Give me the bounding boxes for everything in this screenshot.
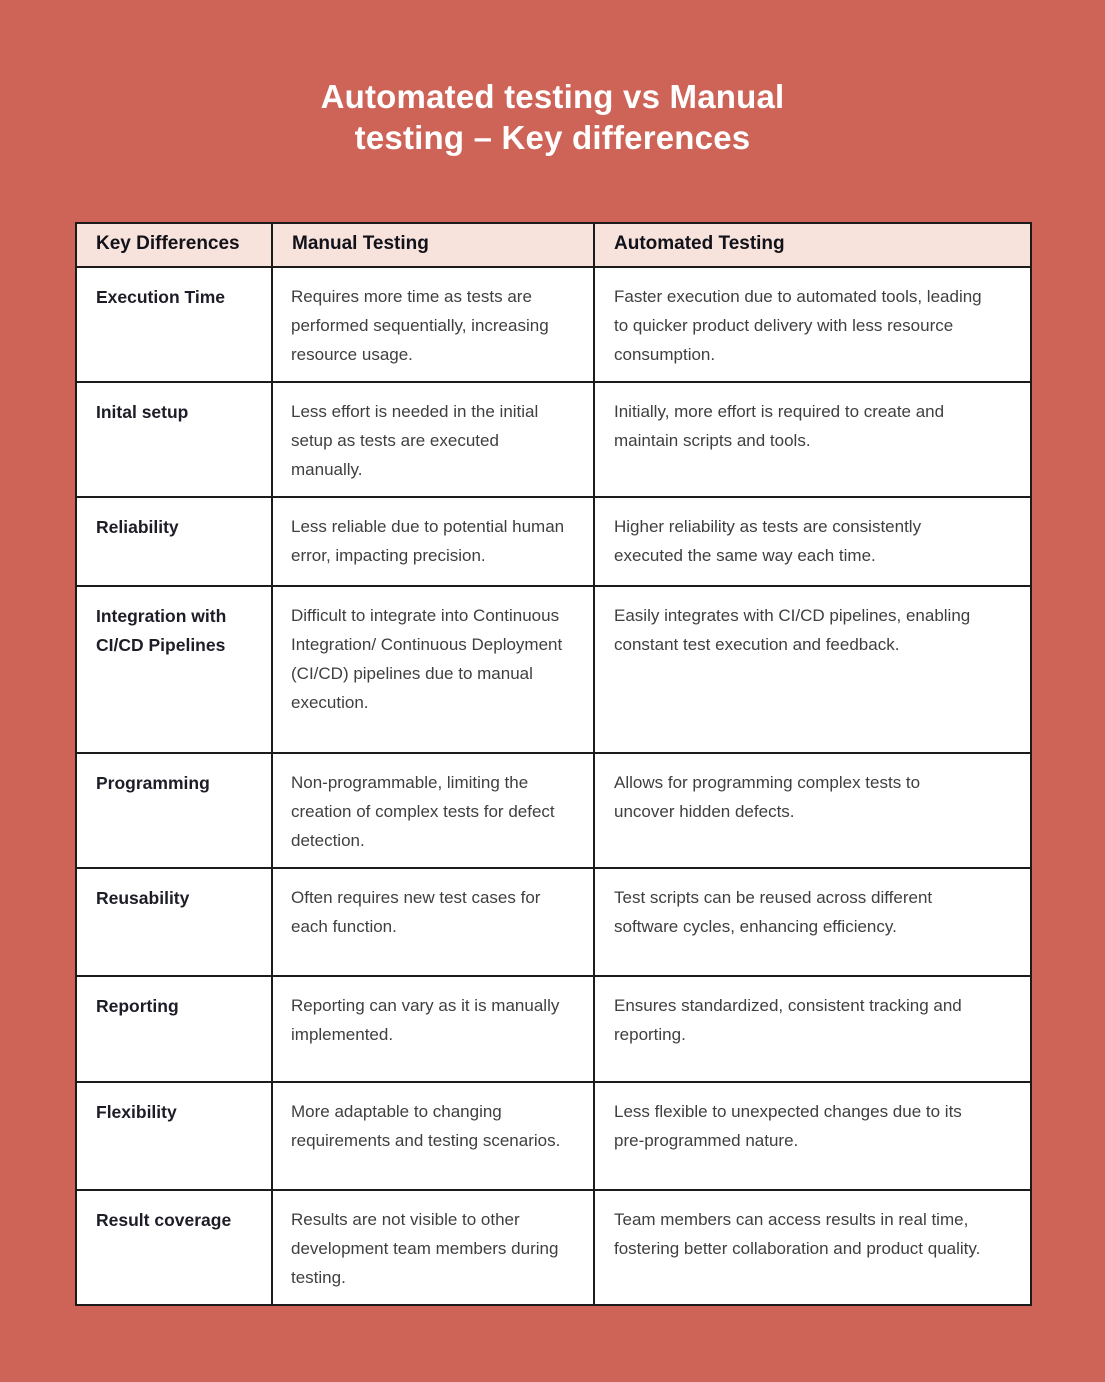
feature-cell: Reliability xyxy=(76,497,272,586)
page-title-line2: testing – Key differences xyxy=(354,119,751,156)
table-row-flexibility xyxy=(76,1082,1031,1190)
automated-cell: Higher reliability as tests are consistently executed the same way each time. xyxy=(594,497,1031,586)
automated-cell: Less flexible to unexpected changes due to its pre-programmed nature. xyxy=(594,1082,1031,1190)
feature-cell: Programming xyxy=(76,753,272,868)
automated-cell: Faster execution due to automated tools, leading to quicker product delivery with less resource consumption. xyxy=(594,267,1031,382)
comparison-table xyxy=(75,222,1032,1306)
feature-cell: Reporting xyxy=(76,976,272,1082)
table-header-row xyxy=(76,223,1031,267)
table-row-reusability xyxy=(76,868,1031,976)
manual-cell: Non-programmable, limiting the creation of complex tests for defect detection. xyxy=(272,753,594,868)
table-row-result-coverage xyxy=(76,1190,1031,1305)
manual-cell: Less effort is needed in the initial setup as tests are executed manually. xyxy=(272,382,594,497)
feature-cell: Execution Time xyxy=(76,267,272,382)
manual-cell: More adaptable to changing requirements and testing scenarios. xyxy=(272,1082,594,1190)
automated-cell: Allows for programming complex tests to uncover hidden defects. xyxy=(594,753,1031,868)
table-row-programming xyxy=(76,753,1031,868)
manual-cell: Requires more time as tests are performed sequentially, increasing resource usage. xyxy=(272,267,594,382)
table-row-reliability xyxy=(76,497,1031,586)
manual-cell: Difficult to integrate into Continuous Integration/ Continuous Deployment (CI/CD) pipelines due to manual execution. xyxy=(272,586,594,753)
feature-cell: Inital setup xyxy=(76,382,272,497)
table-row-inital-setup xyxy=(76,382,1031,497)
header-automated-testing: Automated Testing xyxy=(594,223,1031,267)
feature-cell: Result coverage xyxy=(76,1190,272,1305)
feature-cell: Reusability xyxy=(76,868,272,976)
manual-cell: Often requires new test cases for each function. xyxy=(272,868,594,976)
table-row-execution-time xyxy=(76,267,1031,382)
page-title xyxy=(0,76,1105,158)
manual-cell: Less reliable due to potential human error, impacting precision. xyxy=(272,497,594,586)
automated-cell: Easily integrates with CI/CD pipelines, enabling constant test execution and feedback. xyxy=(594,586,1031,753)
manual-cell: Results are not visible to other development team members during testing. xyxy=(272,1190,594,1305)
table-row-cicd-integration xyxy=(76,586,1031,753)
header-key-differences: Key Differences xyxy=(76,223,272,267)
table-row-reporting xyxy=(76,976,1031,1082)
manual-cell: Reporting can vary as it is manually implemented. xyxy=(272,976,594,1082)
header-manual-testing: Manual Testing xyxy=(272,223,594,267)
page-title-line1: Automated testing vs Manual xyxy=(320,78,785,115)
automated-cell: Test scripts can be reused across different software cycles, enhancing efficiency. xyxy=(594,868,1031,976)
feature-cell: Flexibility xyxy=(76,1082,272,1190)
feature-cell: Integration with CI/CD Pipelines xyxy=(76,586,272,753)
automated-cell: Initially, more effort is required to create and maintain scripts and tools. xyxy=(594,382,1031,497)
automated-cell: Ensures standardized, consistent tracking and reporting. xyxy=(594,976,1031,1082)
automated-cell: Team members can access results in real time, fostering better collaboration and product quality. xyxy=(594,1190,1031,1305)
